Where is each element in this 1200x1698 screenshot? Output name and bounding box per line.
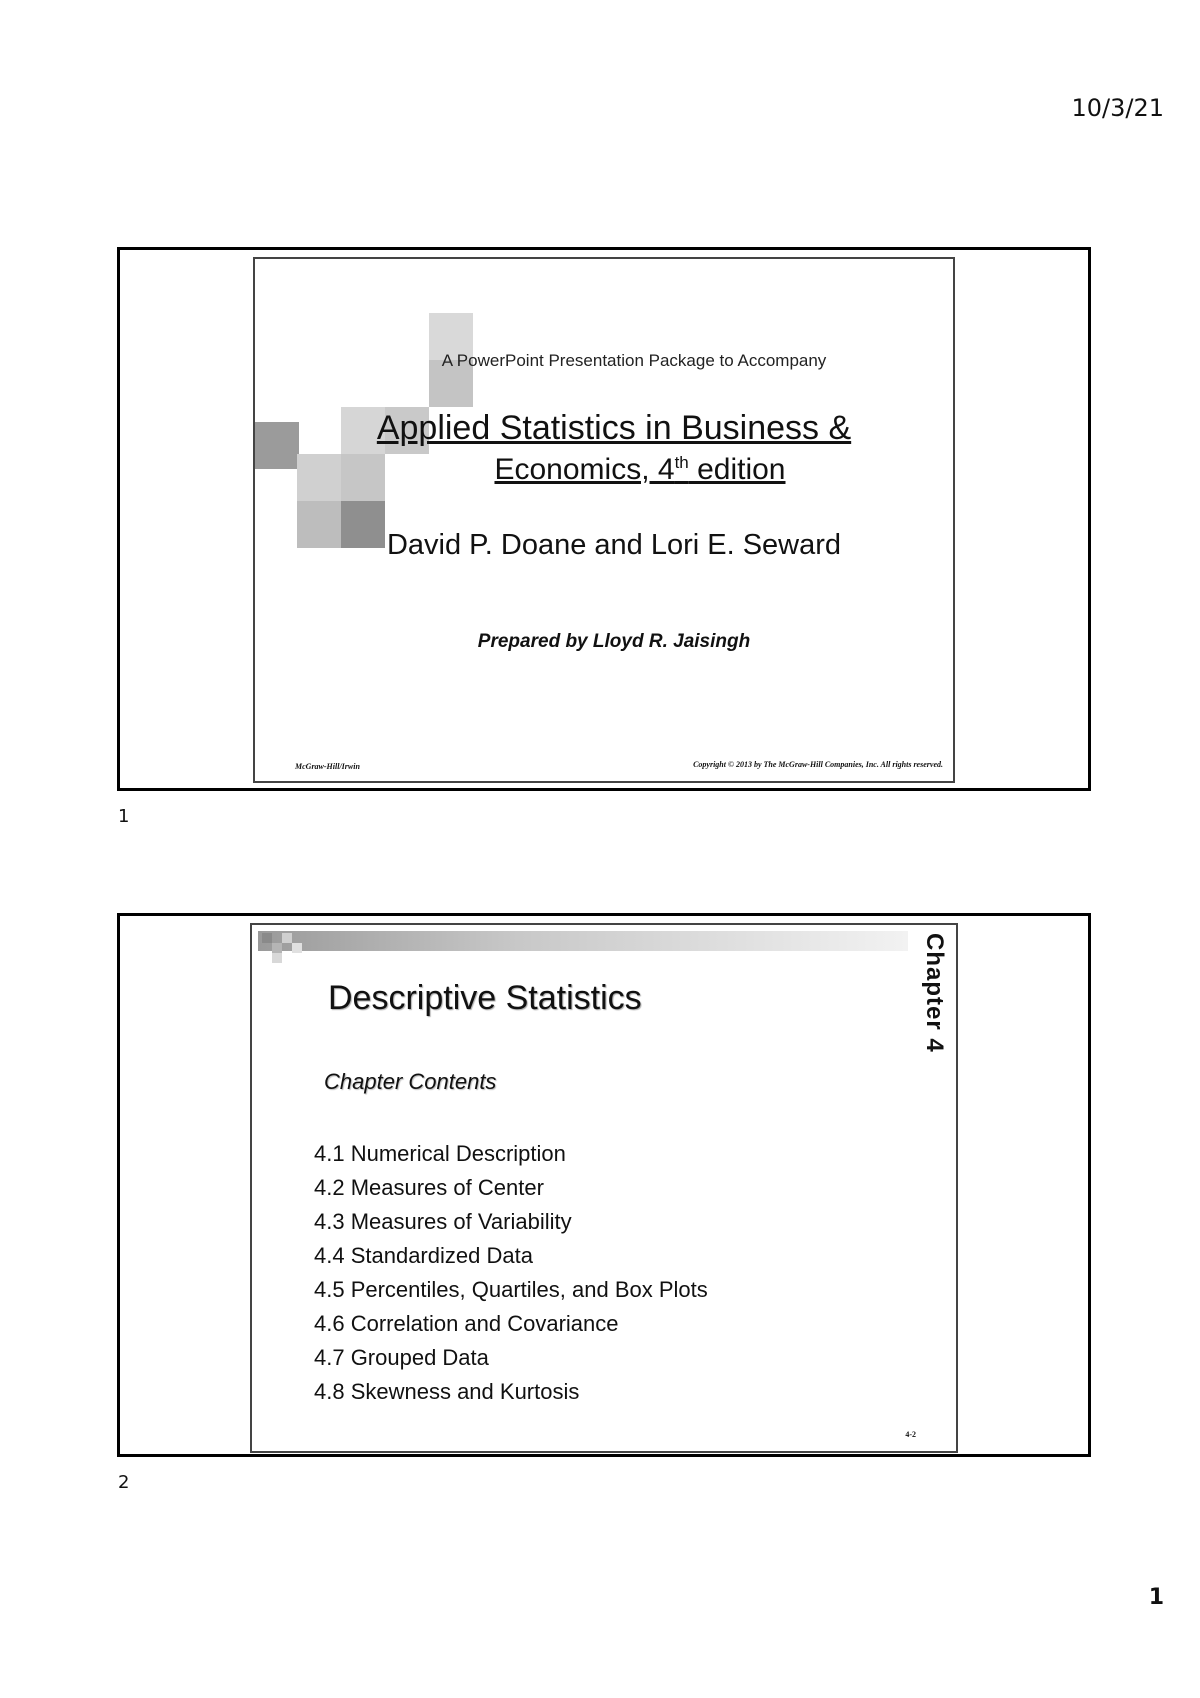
list-item: 4.5 Percentiles, Quartiles, and Box Plots xyxy=(314,1277,708,1302)
slide-number-1: 1 xyxy=(118,806,130,827)
list-item: 4.6 Correlation and Covariance xyxy=(314,1311,619,1336)
publisher-label: McGraw-Hill/Irwin xyxy=(295,762,360,771)
slide-number-2: 2 xyxy=(118,1472,130,1493)
list-item: 4.3 Measures of Variability xyxy=(314,1209,572,1234)
contents-list xyxy=(314,1137,708,1409)
slide-1 xyxy=(253,257,955,783)
chapter-label: Chapter 4 xyxy=(921,933,948,1053)
page-date: 10/3/21 xyxy=(1071,94,1164,122)
slide-kicker: A PowerPoint Presentation Package to Accompany xyxy=(441,351,827,370)
slide-title: Descriptive Statistics xyxy=(328,979,642,1017)
list-item: 4.7 Grouped Data xyxy=(314,1345,489,1370)
title-edition-suffix: th xyxy=(674,453,689,472)
slide-authors: David P. Doane and Lori E. Seward xyxy=(386,529,842,561)
list-item: 4.4 Standardized Data xyxy=(314,1243,533,1268)
list-item: 4.1 Numerical Description xyxy=(314,1141,566,1166)
title-edition-word: edition xyxy=(688,453,786,486)
list-item: 4.8 Skewness and Kurtosis xyxy=(314,1379,580,1404)
slide-title-line-1: Applied Statistics in Business & xyxy=(376,409,852,447)
slide-2 xyxy=(250,923,958,1453)
slide-prepared-by: Prepared by Lloyd R. Jaisingh xyxy=(477,631,751,652)
slide-page-code: 4-2 xyxy=(905,1430,916,1439)
header-gradient-bar xyxy=(258,931,908,951)
slide-title-line-2 xyxy=(291,453,955,487)
slide-subtitle: Chapter Contents xyxy=(324,1069,497,1094)
list-item: 4.2 Measures of Center xyxy=(314,1175,544,1200)
copyright-notice: Copyright © 2013 by The McGraw-Hill Companies, Inc. All rights reserved. xyxy=(693,760,943,769)
title-edition-number: Economics, 4 xyxy=(494,453,675,486)
page-number: 1 xyxy=(1148,1585,1164,1610)
